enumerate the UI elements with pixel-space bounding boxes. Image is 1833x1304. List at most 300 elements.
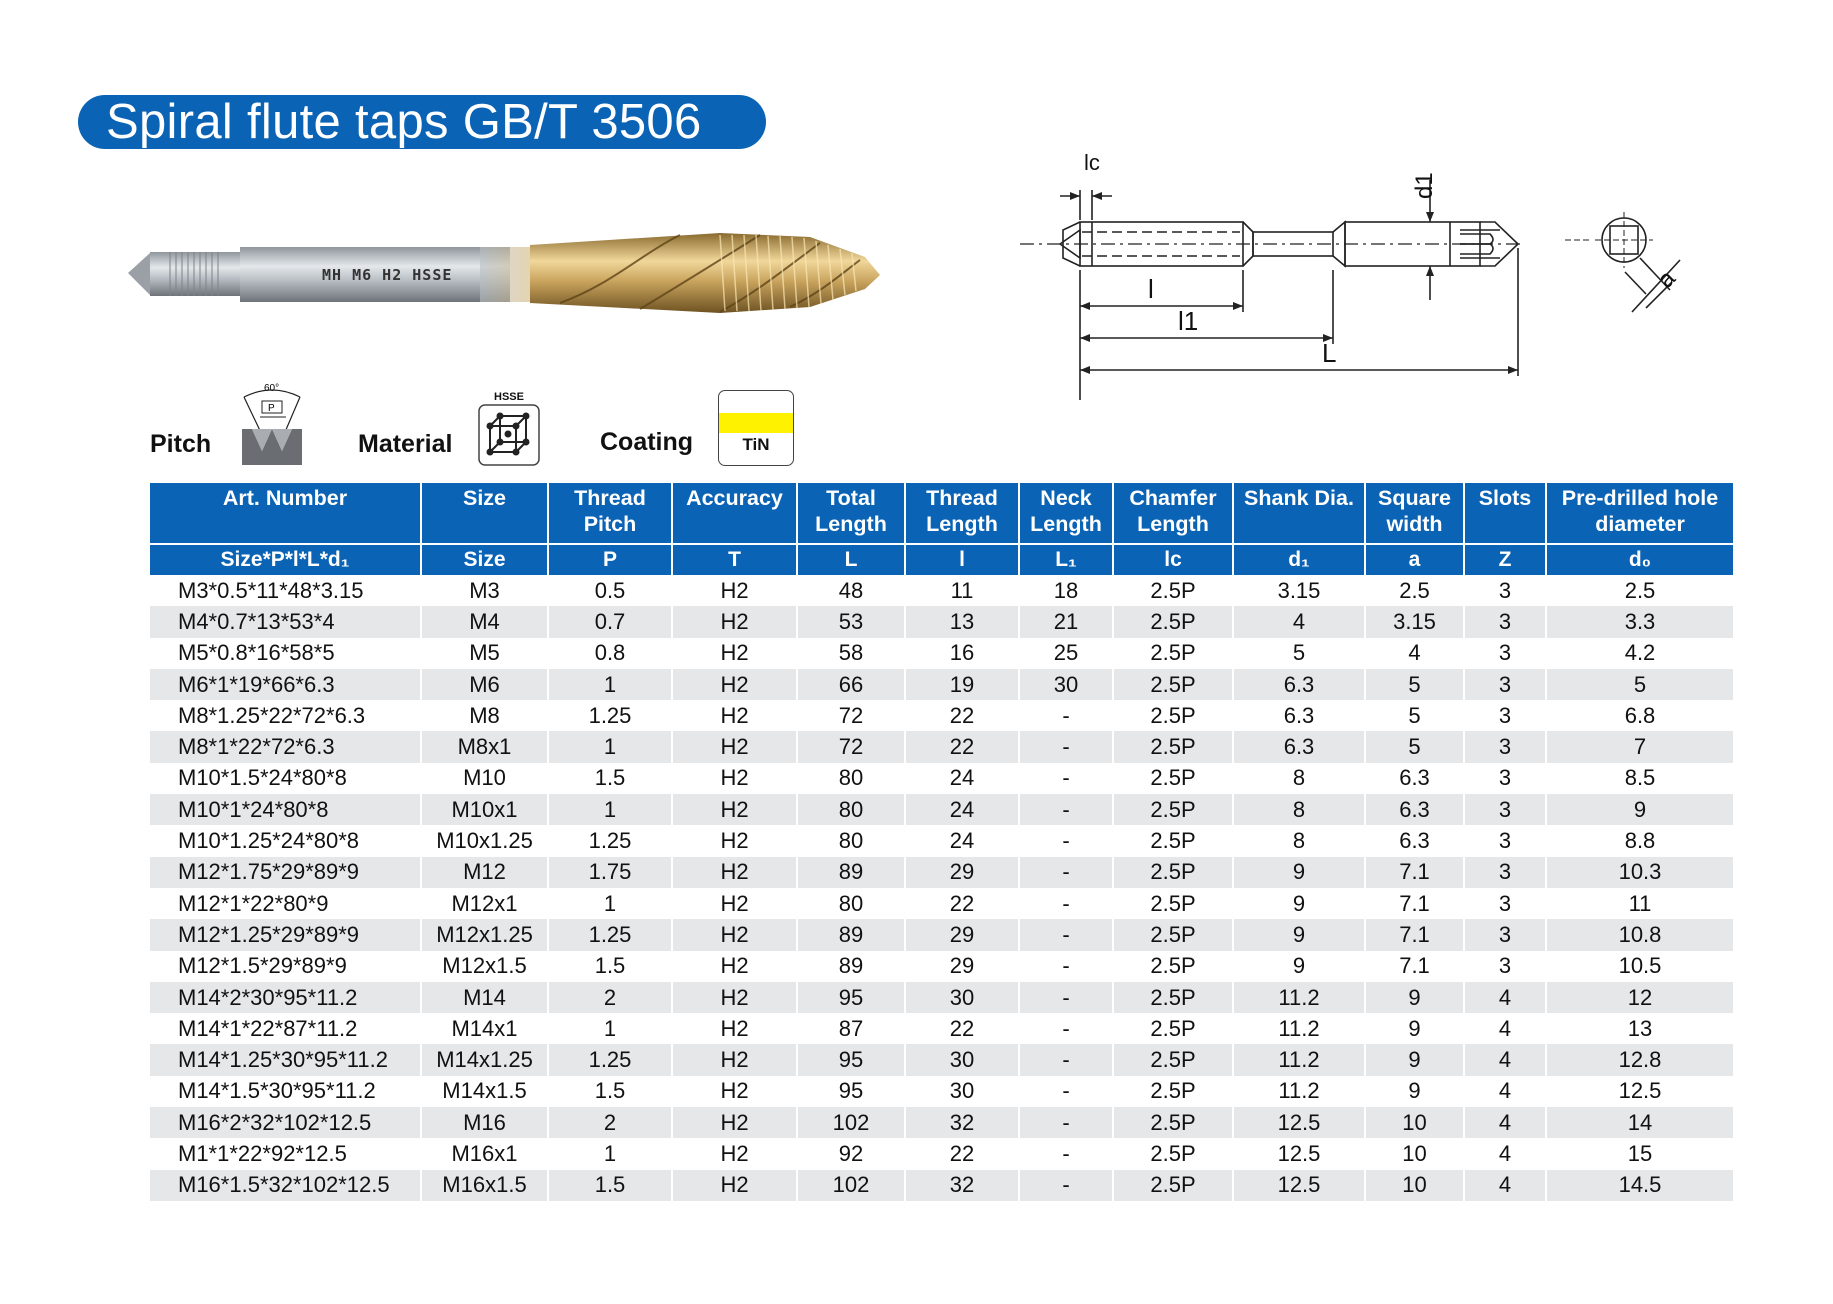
table-cell: H2 <box>672 794 797 825</box>
art-number-cell: M10*1*24*80*8 <box>150 794 421 825</box>
table-cell: - <box>1019 857 1113 888</box>
table-cell: M12x1 <box>421 888 548 919</box>
table-cell: 0.5 <box>548 575 672 606</box>
table-cell: 4 <box>1464 982 1546 1013</box>
table-cell: 3 <box>1464 888 1546 919</box>
col-header: Square width <box>1365 483 1464 544</box>
table-cell: 2.5P <box>1113 606 1233 637</box>
table-cell: 9 <box>1233 857 1365 888</box>
table-cell: 80 <box>797 888 905 919</box>
table-cell: H2 <box>672 1044 797 1075</box>
art-number-cell: M14*2*30*95*11.2 <box>150 982 421 1013</box>
table-cell: 30 <box>905 1044 1019 1075</box>
col-header: Thread Length <box>905 483 1019 544</box>
table-cell: 2.5P <box>1113 700 1233 731</box>
table-cell: 7.1 <box>1365 888 1464 919</box>
table-cell: 7 <box>1546 731 1733 762</box>
table-cell: 89 <box>797 919 905 950</box>
header-row <box>150 483 1733 544</box>
table-cell: M5 <box>421 638 548 669</box>
table-row <box>150 638 1733 669</box>
table-cell: H2 <box>672 731 797 762</box>
table-cell: 30 <box>1019 669 1113 700</box>
table-cell: - <box>1019 1138 1113 1169</box>
table-cell: 2.5P <box>1113 731 1233 762</box>
table-cell: 1.5 <box>548 1076 672 1107</box>
table-cell: - <box>1019 700 1113 731</box>
table-cell: 11.2 <box>1233 982 1365 1013</box>
table-cell: 22 <box>905 700 1019 731</box>
table-cell: 12.8 <box>1546 1044 1733 1075</box>
table-cell: H2 <box>672 1107 797 1138</box>
dimension-drawing <box>1020 130 1740 400</box>
table-cell: 4 <box>1464 1076 1546 1107</box>
table-cell: 3 <box>1464 731 1546 762</box>
table-cell: 6.3 <box>1233 700 1365 731</box>
table-cell: 14 <box>1546 1107 1733 1138</box>
table-cell: 10.3 <box>1546 857 1733 888</box>
table-cell: 9 <box>1365 1076 1464 1107</box>
table-cell: 13 <box>1546 1013 1733 1044</box>
table-cell: 11.2 <box>1233 1044 1365 1075</box>
table-cell: 12.5 <box>1233 1138 1365 1169</box>
table-cell: 6.3 <box>1365 825 1464 856</box>
table-cell: 1.5 <box>548 763 672 794</box>
table-cell: 3 <box>1464 700 1546 731</box>
art-number-cell: M12*1.5*29*89*9 <box>150 951 421 982</box>
table-cell: 6.3 <box>1233 669 1365 700</box>
table-cell: 2.5P <box>1113 1170 1233 1201</box>
table-cell: 2.5P <box>1113 794 1233 825</box>
table-cell: 3 <box>1464 951 1546 982</box>
hsse-material-icon <box>478 390 540 468</box>
label-l: l <box>1148 274 1154 304</box>
table-cell: - <box>1019 1013 1113 1044</box>
table-cell: - <box>1019 1107 1113 1138</box>
table-cell: 4 <box>1233 606 1365 637</box>
label-a: a <box>1652 264 1681 294</box>
label-lc: lc <box>1084 150 1100 175</box>
col-symbol: a <box>1365 544 1464 575</box>
table-cell: 4 <box>1365 638 1464 669</box>
table-cell: 3 <box>1464 919 1546 950</box>
table-cell: M16 <box>421 1107 548 1138</box>
table-cell: M16x1.5 <box>421 1170 548 1201</box>
hsse-icon-text: HSSE <box>494 391 524 403</box>
table-row <box>150 763 1733 794</box>
table-cell: H2 <box>672 888 797 919</box>
table-cell: 95 <box>797 982 905 1013</box>
spec-table-body <box>150 575 1733 1201</box>
table-cell: 21 <box>1019 606 1113 637</box>
table-row <box>150 1170 1733 1201</box>
table-cell: 3 <box>1464 763 1546 794</box>
table-cell: 32 <box>905 1107 1019 1138</box>
col-header: Chamfer Length <box>1113 483 1233 544</box>
col-header: Pre-drilled hole diameter <box>1546 483 1733 544</box>
table-cell: 2.5P <box>1113 1138 1233 1169</box>
art-number-cell: M12*1.75*29*89*9 <box>150 857 421 888</box>
table-cell: H2 <box>672 825 797 856</box>
table-cell: 32 <box>905 1170 1019 1201</box>
table-row <box>150 857 1733 888</box>
table-row <box>150 1076 1733 1107</box>
pitch-label: Pitch <box>150 430 212 458</box>
table-cell: 12 <box>1546 982 1733 1013</box>
table-cell: 2.5P <box>1113 575 1233 606</box>
table-row <box>150 575 1733 606</box>
table-cell: M3 <box>421 575 548 606</box>
table-cell: 6.3 <box>1365 794 1464 825</box>
table-row <box>150 606 1733 637</box>
table-cell: H2 <box>672 763 797 794</box>
pitch-p-text: P <box>268 403 275 414</box>
pitch-angle-text: 60° <box>264 383 280 394</box>
table-cell: 7.1 <box>1365 951 1464 982</box>
table-cell: H2 <box>672 857 797 888</box>
col-header: Neck Length <box>1019 483 1113 544</box>
table-cell: 1.25 <box>548 825 672 856</box>
col-symbol: Size*P*l*L*d₁ <box>150 544 421 575</box>
table-cell: 10 <box>1365 1107 1464 1138</box>
table-cell: 1.25 <box>548 919 672 950</box>
table-cell: 12.5 <box>1233 1107 1365 1138</box>
label-L: L <box>1322 338 1337 368</box>
table-cell: 10 <box>1365 1170 1464 1201</box>
table-cell: 9 <box>1365 982 1464 1013</box>
table-cell: 9 <box>1233 919 1365 950</box>
page-title: Spiral flute taps GB/T 3506 <box>78 95 766 149</box>
thread-pitch-icon <box>238 381 306 465</box>
table-cell: 29 <box>905 857 1019 888</box>
table-cell: 1 <box>548 888 672 919</box>
col-symbol: d₁ <box>1233 544 1365 575</box>
art-number-cell: M14*1*22*87*11.2 <box>150 1013 421 1044</box>
table-cell: 80 <box>797 825 905 856</box>
table-row <box>150 982 1733 1013</box>
table-cell: 1 <box>548 794 672 825</box>
col-symbol: P <box>548 544 672 575</box>
table-cell: H2 <box>672 606 797 637</box>
table-cell: 3.3 <box>1546 606 1733 637</box>
table-row <box>150 700 1733 731</box>
table-cell: 6.8 <box>1546 700 1733 731</box>
table-cell: 6.3 <box>1365 763 1464 794</box>
table-cell: 89 <box>797 951 905 982</box>
table-cell: - <box>1019 1044 1113 1075</box>
table-cell: 16 <box>905 638 1019 669</box>
table-cell: 80 <box>797 794 905 825</box>
table-cell: 30 <box>905 982 1019 1013</box>
table-cell: 3 <box>1464 606 1546 637</box>
table-cell: 9 <box>1365 1044 1464 1075</box>
table-cell: 2.5P <box>1113 857 1233 888</box>
table-cell: 92 <box>797 1138 905 1169</box>
table-cell: 22 <box>905 731 1019 762</box>
table-cell: 10.8 <box>1546 919 1733 950</box>
tin-coating-icon <box>718 390 794 466</box>
table-cell: 87 <box>797 1013 905 1044</box>
table-cell: H2 <box>672 700 797 731</box>
table-cell: 6.3 <box>1233 731 1365 762</box>
table-cell: 11 <box>1546 888 1733 919</box>
table-cell: H2 <box>672 982 797 1013</box>
table-row <box>150 1138 1733 1169</box>
table-cell: - <box>1019 1170 1113 1201</box>
table-cell: 95 <box>797 1076 905 1107</box>
table-cell: - <box>1019 951 1113 982</box>
col-symbol: l <box>905 544 1019 575</box>
table-cell: 48 <box>797 575 905 606</box>
table-cell: 1 <box>548 1013 672 1044</box>
table-cell: M12x1.5 <box>421 951 548 982</box>
table-cell: 8.8 <box>1546 825 1733 856</box>
table-cell: 29 <box>905 951 1019 982</box>
art-number-cell: M10*1.25*24*80*8 <box>150 825 421 856</box>
table-cell: 89 <box>797 857 905 888</box>
table-row <box>150 669 1733 700</box>
table-cell: 102 <box>797 1107 905 1138</box>
table-cell: M14x1 <box>421 1013 548 1044</box>
table-cell: 9 <box>1233 888 1365 919</box>
label-l1: l1 <box>1178 306 1199 336</box>
col-symbol: L <box>797 544 905 575</box>
art-number-cell: M10*1.5*24*80*8 <box>150 763 421 794</box>
table-cell: H2 <box>672 1013 797 1044</box>
table-cell: 2.5P <box>1113 1076 1233 1107</box>
table-cell: 19 <box>905 669 1019 700</box>
art-number-cell: M16*1.5*32*102*12.5 <box>150 1170 421 1201</box>
art-number-cell: M4*0.7*13*53*4 <box>150 606 421 637</box>
table-cell: 2.5P <box>1113 982 1233 1013</box>
table-cell: 3.15 <box>1365 606 1464 637</box>
table-cell: H2 <box>672 1076 797 1107</box>
table-cell: H2 <box>672 638 797 669</box>
table-cell: 9 <box>1546 794 1733 825</box>
table-cell: 4 <box>1464 1044 1546 1075</box>
table-cell: 12.5 <box>1546 1076 1733 1107</box>
table-cell: M14 <box>421 982 548 1013</box>
table-row <box>150 794 1733 825</box>
tap-marking: MH M6 H2 HSSE <box>322 266 453 284</box>
tap-product-image <box>120 205 900 325</box>
table-cell: 5 <box>1365 731 1464 762</box>
art-number-cell: M14*1.5*30*95*11.2 <box>150 1076 421 1107</box>
art-number-cell: M14*1.25*30*95*11.2 <box>150 1044 421 1075</box>
table-cell: 1 <box>548 1138 672 1169</box>
table-cell: - <box>1019 794 1113 825</box>
table-cell: M12x1.25 <box>421 919 548 950</box>
coating-color-swatch <box>719 413 793 433</box>
table-cell: 18 <box>1019 575 1113 606</box>
table-cell: 8 <box>1233 794 1365 825</box>
table-row <box>150 919 1733 950</box>
crystal-lattice-icon <box>478 404 540 466</box>
table-cell: 25 <box>1019 638 1113 669</box>
table-cell: 11.2 <box>1233 1013 1365 1044</box>
table-cell: H2 <box>672 1138 797 1169</box>
table-cell: 15 <box>1546 1138 1733 1169</box>
table-cell: H2 <box>672 919 797 950</box>
col-symbol: d₀ <box>1546 544 1733 575</box>
table-cell: 2.5P <box>1113 763 1233 794</box>
table-cell: 24 <box>905 825 1019 856</box>
table-cell: 4 <box>1464 1170 1546 1201</box>
table-cell: 2.5P <box>1113 951 1233 982</box>
table-cell: 30 <box>905 1076 1019 1107</box>
col-symbol: L₁ <box>1019 544 1113 575</box>
table-cell: 58 <box>797 638 905 669</box>
art-number-cell: M5*0.8*16*58*5 <box>150 638 421 669</box>
table-cell: M10 <box>421 763 548 794</box>
table-cell: 5 <box>1233 638 1365 669</box>
table-cell: 4 <box>1464 1107 1546 1138</box>
table-cell: 2.5 <box>1365 575 1464 606</box>
table-cell: 24 <box>905 763 1019 794</box>
table-cell: 10 <box>1365 1138 1464 1169</box>
table-cell: 2.5P <box>1113 1107 1233 1138</box>
table-cell: M8 <box>421 700 548 731</box>
subheader-row <box>150 544 1733 575</box>
table-cell: M6 <box>421 669 548 700</box>
table-cell: 66 <box>797 669 905 700</box>
table-cell: 3 <box>1464 825 1546 856</box>
table-cell: H2 <box>672 951 797 982</box>
table-row <box>150 1044 1733 1075</box>
table-cell: 95 <box>797 1044 905 1075</box>
table-cell: 9 <box>1233 951 1365 982</box>
table-cell: M10x1 <box>421 794 548 825</box>
table-cell: - <box>1019 982 1113 1013</box>
col-header: Accuracy <box>672 483 797 544</box>
table-cell: 2.5 <box>1546 575 1733 606</box>
table-row <box>150 731 1733 762</box>
table-cell: 4 <box>1464 1138 1546 1169</box>
table-cell: 5 <box>1365 669 1464 700</box>
table-cell: 1 <box>548 731 672 762</box>
table-cell: 7.1 <box>1365 919 1464 950</box>
table-cell: - <box>1019 919 1113 950</box>
table-cell: 53 <box>797 606 905 637</box>
table-cell: 3 <box>1464 794 1546 825</box>
col-header: Shank Dia. <box>1233 483 1365 544</box>
table-cell: - <box>1019 731 1113 762</box>
col-symbol: T <box>672 544 797 575</box>
table-cell: 3 <box>1464 575 1546 606</box>
table-cell: 29 <box>905 919 1019 950</box>
col-header: Total Length <box>797 483 905 544</box>
art-number-cell: M8*1*22*72*6.3 <box>150 731 421 762</box>
table-cell: 72 <box>797 731 905 762</box>
table-cell: M14x1.5 <box>421 1076 548 1107</box>
table-row <box>150 1107 1733 1138</box>
art-number-cell: M16*2*32*102*12.5 <box>150 1107 421 1138</box>
table-cell: 102 <box>797 1170 905 1201</box>
table-cell: 3 <box>1464 669 1546 700</box>
col-symbol: lc <box>1113 544 1233 575</box>
table-cell: 1.5 <box>548 1170 672 1201</box>
table-cell: 9 <box>1365 1013 1464 1044</box>
table-cell: H2 <box>672 575 797 606</box>
table-cell: 22 <box>905 1138 1019 1169</box>
col-symbol: Size <box>421 544 548 575</box>
table-cell: 11.2 <box>1233 1076 1365 1107</box>
table-cell: 1.25 <box>548 700 672 731</box>
table-cell: - <box>1019 825 1113 856</box>
table-cell: 5 <box>1546 669 1733 700</box>
table-cell: 7.1 <box>1365 857 1464 888</box>
table-cell: 22 <box>905 1013 1019 1044</box>
table-cell: 2.5P <box>1113 1013 1233 1044</box>
table-cell: 1.5 <box>548 951 672 982</box>
col-header: Slots <box>1464 483 1546 544</box>
table-cell: 8 <box>1233 825 1365 856</box>
table-cell: 72 <box>797 700 905 731</box>
table-cell: M12 <box>421 857 548 888</box>
table-cell: 10.5 <box>1546 951 1733 982</box>
table-cell: 8 <box>1233 763 1365 794</box>
table-cell: 1 <box>548 669 672 700</box>
table-cell: - <box>1019 888 1113 919</box>
art-number-cell: M12*1*22*80*9 <box>150 888 421 919</box>
table-cell: M14x1.25 <box>421 1044 548 1075</box>
col-symbol: Z <box>1464 544 1546 575</box>
table-cell: - <box>1019 763 1113 794</box>
art-number-cell: M3*0.5*11*48*3.15 <box>150 575 421 606</box>
art-number-cell: M12*1.25*29*89*9 <box>150 919 421 950</box>
table-cell: 0.7 <box>548 606 672 637</box>
table-cell: 12.5 <box>1233 1170 1365 1201</box>
table-cell: 22 <box>905 888 1019 919</box>
table-row <box>150 888 1733 919</box>
table-row <box>150 1013 1733 1044</box>
table-cell: 4.2 <box>1546 638 1733 669</box>
table-cell: 2.5P <box>1113 919 1233 950</box>
art-number-cell: M1*1*22*92*12.5 <box>150 1138 421 1169</box>
table-cell: 3.15 <box>1233 575 1365 606</box>
table-cell: 14.5 <box>1546 1170 1733 1201</box>
table-cell: 5 <box>1365 700 1464 731</box>
table-cell: 2.5P <box>1113 638 1233 669</box>
table-cell: M10x1.25 <box>421 825 548 856</box>
coating-label: Coating <box>600 428 694 456</box>
table-row <box>150 951 1733 982</box>
table-cell: 11 <box>905 575 1019 606</box>
coating-icon-text: TiN <box>742 435 770 454</box>
label-d1: d1 <box>1411 172 1438 199</box>
col-header: Thread Pitch <box>548 483 672 544</box>
table-cell: M4 <box>421 606 548 637</box>
table-cell: M16x1 <box>421 1138 548 1169</box>
table-cell: 1.75 <box>548 857 672 888</box>
table-cell: 2.5P <box>1113 1044 1233 1075</box>
table-cell: 2.5P <box>1113 669 1233 700</box>
col-header: Art. Number <box>150 483 421 544</box>
spec-table <box>150 483 1733 1201</box>
col-header: Size <box>421 483 548 544</box>
material-label: Material <box>358 430 453 458</box>
table-cell: 2.5P <box>1113 888 1233 919</box>
table-cell: 8.5 <box>1546 763 1733 794</box>
table-cell: 80 <box>797 763 905 794</box>
table-cell: 24 <box>905 794 1019 825</box>
table-cell: - <box>1019 1076 1113 1107</box>
art-number-cell: M8*1.25*22*72*6.3 <box>150 700 421 731</box>
table-cell: M8x1 <box>421 731 548 762</box>
table-cell: 3 <box>1464 857 1546 888</box>
table-cell: 4 <box>1464 1013 1546 1044</box>
table-cell: H2 <box>672 669 797 700</box>
